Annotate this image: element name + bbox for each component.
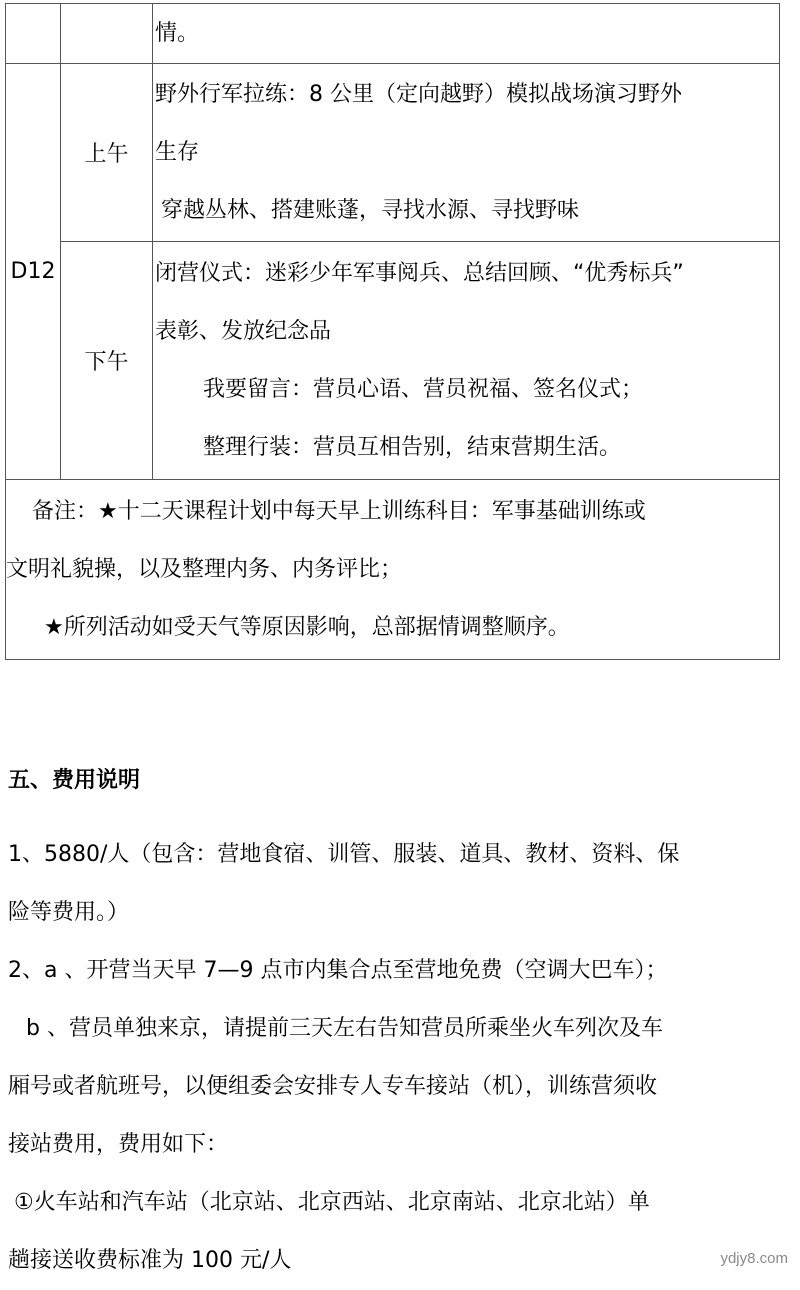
day-cell-empty bbox=[6, 4, 61, 64]
activity-line: 野外行军拉练：8 公里（定向越野）模拟战场演习野外 bbox=[155, 81, 682, 107]
activity-line: 情。 bbox=[155, 20, 200, 46]
watermark: ydjy8.com bbox=[720, 1250, 788, 1267]
activity-line: 表彰、发放纪念品 bbox=[155, 318, 332, 344]
section-line: 2、a 、开营当天早 7—9 点市内集合点至营地免费（空调大巴车）； bbox=[8, 958, 668, 983]
table-row-note bbox=[6, 480, 780, 660]
section-line: 接站费用，费用如下： bbox=[8, 1132, 229, 1157]
table-row-afternoon bbox=[6, 242, 780, 480]
section-line: ①火车站和汽车站（北京站、北京西站、北京南站、北京北站）单 bbox=[14, 1190, 650, 1215]
activity-cell-morning bbox=[153, 64, 780, 242]
section-line: 1、5880/人（包含：营地食宿、训管、服装、道具、教材、资料、保 bbox=[8, 842, 680, 867]
activity-cell-continuation bbox=[153, 4, 780, 64]
note-cell bbox=[6, 480, 780, 660]
activity-line: 穿越丛林、搭建账蓬，寻找水源、寻找野味 bbox=[161, 197, 580, 223]
period-cell-afternoon: 下午 bbox=[61, 242, 153, 480]
activity-line: 生存 bbox=[155, 139, 200, 165]
schedule-table bbox=[5, 3, 780, 660]
period-cell-morning: 上午 bbox=[61, 64, 153, 242]
section-line: 险等费用。） bbox=[8, 900, 130, 925]
note-line: 文明礼貌操，以及整理内务、内务评比； bbox=[6, 556, 403, 582]
activity-cell-afternoon bbox=[153, 242, 780, 480]
section-line: 厢号或者航班号，以便组委会安排专人专车接站（机），训练营须收 bbox=[8, 1074, 658, 1099]
note-line: 备注：★十二天课程计划中每天早上训练科目：军事基础训练或 bbox=[32, 498, 646, 524]
section-title: 五、费用说明 bbox=[8, 768, 141, 793]
table-row-continuation bbox=[6, 4, 780, 64]
section-line: b 、营员单独来京，请提前三天左右告知营员所乘坐火车列次及车 bbox=[26, 1016, 663, 1041]
period-cell-empty bbox=[61, 4, 153, 64]
day-cell: D12 bbox=[6, 64, 61, 480]
section-line: 趟接送收费标准为 100 元/人 bbox=[8, 1248, 292, 1273]
table-row-morning bbox=[6, 64, 780, 242]
activity-line: 我要留言：营员心语、营员祝福、签名仪式； bbox=[203, 376, 644, 402]
activity-line: 闭营仪式：迷彩少年军事阅兵、总结回顾、“优秀标兵” bbox=[155, 260, 684, 286]
activity-line: 整理行装：营员互相告别，结束营期生活。 bbox=[203, 434, 622, 460]
fee-section bbox=[8, 752, 788, 1290]
note-line: ★所列活动如受天气等原因影响，总部据情调整顺序。 bbox=[44, 614, 570, 640]
